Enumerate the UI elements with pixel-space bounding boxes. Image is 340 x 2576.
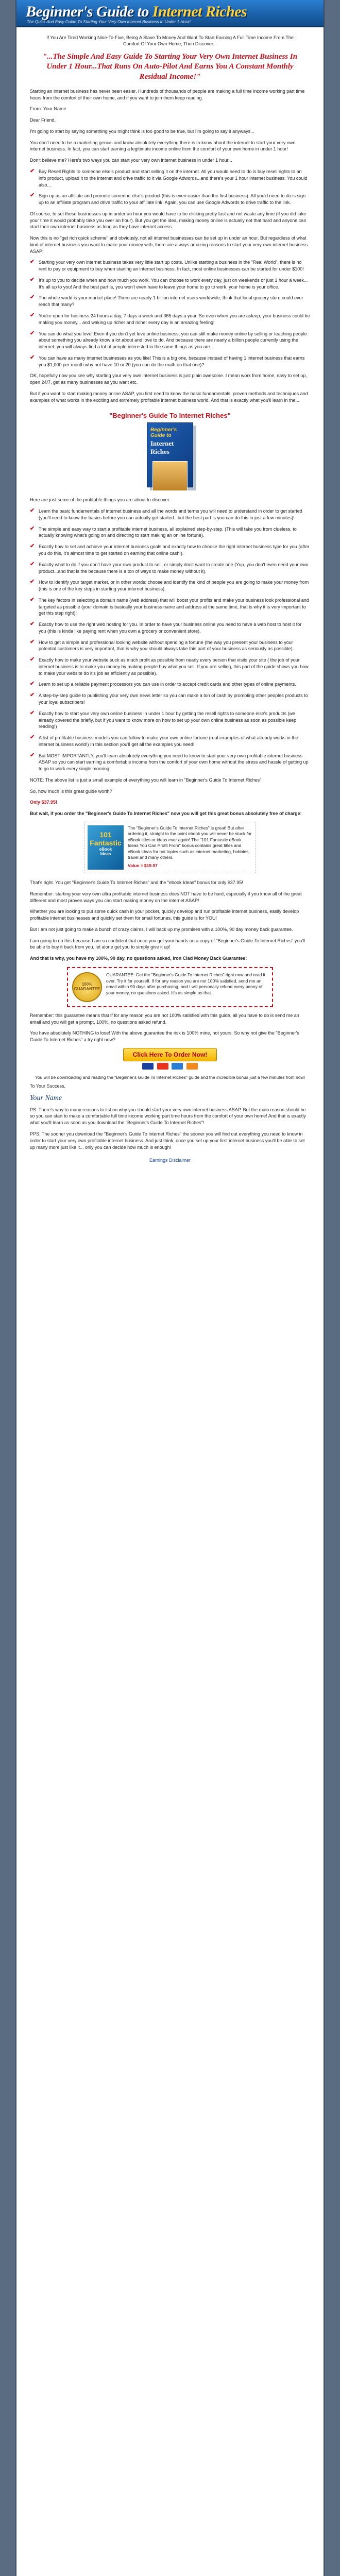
list-item: ✔ Exactly how to use the right web hosting for you. In order to have your business online you need to have a web host to host it for you (this is kinda like paying rent when you own a grocery or convenient store).	[30, 621, 302, 634]
list-item: ✔ Sign up as an affiliate and promote someone else's product (this is even easier than the first business). All you'd need to do is sign up to an affiliate program and drive traffic to your affiliate link. Again, you can use Google Adwords to drive traffic to the link.	[30, 192, 306, 206]
body-paragraph: But if you want to start making money online ASAP, you first need to know the basic fundamentals, proven methods and techniques and examples of what works in the exciting and extremely profitable internet business world. And that is exactly what you'll learn in the...	[30, 391, 308, 403]
body-paragraph: Of course, to set these businesses up in under an hour you would have to be clicking pretty fast and not waste any time (if you did take your time it would probably take you over an hour). But you get the idea, making money online is actually not that hard and anyone can start their own internet business as long as they have internet access.	[30, 211, 307, 230]
body-paragraph: I am going to do this because I am so confident that once you get your hands on a copy of "Beginner's Guide To Internet Riches" you'll be able to buy it back from you, let alone get you to simply give it up!	[30, 938, 305, 950]
headline: "...The Simple And Easy Guide To Starting Your Very Own Internet Business In Under 1 Hour...That Runs On Auto-Pilot And Earns You A Constant Monthly Residual Income!"	[42, 53, 298, 81]
amex-card-icon	[172, 1063, 183, 1070]
guarantee-box	[67, 967, 273, 1007]
check-icon: ✔	[30, 709, 35, 716]
check-icon: ✔	[30, 294, 35, 301]
body-paragraph: That's right. You get "Beginner's Guide To Internet Riches" and the "ebook Ideas" bonus for only $37.95!	[30, 879, 243, 885]
check-icon: ✔	[30, 752, 35, 758]
check-icon: ✔	[30, 312, 35, 318]
check-icon: ✔	[30, 192, 35, 199]
list-item: ✔ But MOST IMPORTANTLY, you'll learn absolutely everything you need to know to start your very own profitable internet business ASAP so you can start earning a comfortable income from the comfort of your own home without the stress and hassle of getting up to go to work every single morning!	[30, 752, 309, 772]
check-icon: ✔	[30, 543, 35, 550]
bonus-info	[128, 825, 252, 869]
bonus-intro: But wait, if you order the "Beginner's Guide To Internet Riches" now you will get this great bonus absolutely free of charge:	[30, 811, 302, 817]
check-icon: ✔	[30, 259, 35, 265]
check-icon: ✔	[30, 561, 35, 567]
mastercard-icon	[157, 1063, 168, 1070]
list-item: ✔ Exactly how to start your very own online business in under 1 hour by getting the resell rights to someone else's products (we already covered the briefly, but if you want to know more on how to set up your own online business as soon as possible keep reading!)	[30, 709, 297, 730]
order-now-button[interactable]: Click Here To Order Now!	[123, 1048, 217, 1061]
list-item: ✔ You can do what you love! Even if you don't yet love online business, you can still make money online by selling or teaching people about something you already know a lot about and love to do. And because there are nearly a billion people currently using the internet, you will always find a lot of people interested in the same things as you are.	[30, 330, 307, 350]
list-item: ✔ Exactly how to make your website suck as much profit as possible from nearly every person that visits your site ( the job of your internet business is to make you money by making people buy what you sell. If you are selling, this part of the guide shows you how to make your website do it's job as efficiently as possible).	[30, 656, 309, 676]
sales-page	[15, 0, 325, 2576]
body-paragraph: So, how much is this great guide worth?	[30, 788, 112, 794]
bullet-list-learn	[30, 508, 310, 772]
body-paragraph: But I am not just going to make a bunch of crazy claims, I will back up my promises with a 100%, 90 day money back guarantee.	[30, 926, 293, 932]
check-icon: ✔	[30, 330, 35, 336]
bonus-book-line1: 101 Fantastic	[90, 830, 122, 847]
pps-paragraph: PPS: The sooner you download the "Beginner's Guide To Internet Riches" the sooner you will find out everything you need to know in order to start your very own profitable internet business. And just think, once you set up your first internet business you'll be able to set up many more just like it... only you can decide how much is enough!	[30, 1131, 305, 1150]
list-item: ✔ Exactly how to set and achieve your internet business goals and exactly how to choose the right internet business type for you (after you do this, it's almost time to get started on earning that online cash!).	[30, 543, 310, 556]
discover-card-icon	[186, 1063, 198, 1070]
bonus-description: The "Beginner's Guide To Internet Riches" is great! But after ordering it, straight to the point ebook you will never be stuck for eBook titles or ideas ever again! The "101 Fantastic eBook Ideas You Can Profit From" bonus contains great titles and eBook ideas for hot topics such as internet marketing, hobbies, travel and many others.	[128, 825, 252, 860]
bullet-list-reasons	[30, 259, 310, 368]
list-item: ✔ The key factors in selecting a domain name (web address) that will boost your profits and make your business look professional and targeted as possible (your domain is basically your business name and address at the same time, that is why it is very important to get this step right)!	[30, 596, 309, 616]
check-icon: ✔	[30, 621, 35, 628]
salutation: Dear Friend,	[30, 117, 56, 123]
list-item: ✔ How to identify your target market, or in other words: choose and identify the kind of people you are going to make your money from (this is one of the key steps in starting your internet business).	[30, 579, 309, 592]
check-icon: ✔	[30, 579, 35, 585]
body-paragraph: Whether you are looking to put some quick cash in your pocket, quickly develop and run profitable internet business, easily develop profitable internet businesses and quickly set them for small fortunes, this guide is for YOU!	[30, 909, 299, 921]
bonus-book-line2: eBook	[99, 846, 112, 852]
signature: Your Name	[30, 1094, 62, 1102]
check-icon: ✔	[30, 692, 35, 699]
body-paragraph: Remember: this guarantee means that if for any reason you are not 100% satisfied with this guide, all you have to do is send me an email and you will get a prompt, 100%, no questions asked refund.	[30, 1012, 299, 1025]
list-item: ✔ The simple and easy way to start a profitable internet business, all explained step-by-step. (This will take you from clueless, to actually knowing what's going on and directing to start making an online fortune).	[30, 525, 297, 538]
check-icon: ✔	[30, 167, 35, 174]
check-icon: ✔	[30, 276, 35, 283]
body-paragraph: I'm going to start by saying something you might think is too good to be true, but I'm going to say it anyways...	[30, 128, 254, 134]
order-section	[30, 1048, 310, 1080]
order-after-text: You will be downloading and reading the "Beginner's Guide To Internet Riches" guide and the incredible bonus just a few minutes from now!	[35, 1074, 305, 1080]
list-item: ✔ How to get a simple and professional looking website without spending a fortune (the way you present your business to your potential customers is very important, that is why you should always take this part of your business as seriously as possible).	[30, 638, 294, 652]
bonus-box	[84, 822, 256, 873]
site-header	[16, 0, 324, 27]
check-icon: ✔	[30, 656, 35, 663]
list-item: ✔ The whole world is your market place! There are nearly 1 billion internet users worldwide, think that local grocery store could ever reach that many?	[30, 294, 303, 308]
list-item: ✔ It's up to you to decide when and how much you work. You can choose to work every day, just on weekends or just 1 hour a week... It's all up to you! And the best part is, you won't even have to leave your home to go to work, your home is your office.	[30, 276, 308, 290]
body-paragraph: You have absolutely NOTHING to lose! With the above guarantee the risk is 100% mine, not yours. So why not give the "Beginner's Guide To Internet Riches" a try right now?	[30, 1030, 299, 1043]
bonus-book-image	[88, 825, 124, 870]
product-image	[142, 422, 198, 489]
body-paragraph: Starting an internet business has never been easier. Hundreds of thousands of people are making a full time income working part time hours from the comfort of their own home, and if you want to join them keep reading.	[30, 88, 305, 100]
note-paragraph: NOTE: The above list is just a small example of everything you will learn in "Beginner's Guide To Internet Riches"	[30, 777, 262, 783]
payment-cards	[30, 1063, 310, 1071]
logo-line2: Internet Riches	[152, 3, 247, 20]
product-box-line1: Beginner's Guide to	[150, 427, 177, 439]
body-paragraph: And that is why, you have my 100%, 90 day, no questions asked, Iron Clad Money Back Guarantee:	[30, 956, 247, 961]
list-item: ✔ Learn the basic fundamentals of internet business and all the words and terms you will need to understand in order to get started (you'll need to know the basics before you can actually get started...but the best part is you can do this in just a few minutes)!	[30, 507, 302, 520]
guarantee-text: GUARANTEE: Get the "Beginner's Guide To Internet Riches" right now and read it over. Try it for yourself. If for any reason you are not 100% satisfied, send me an email within 90 days after purchasing, and I will personally refund every penny of your money, no questions asked. It's as simple as that.	[106, 972, 265, 996]
disclaimer-section	[30, 1158, 310, 1163]
check-icon: ✔	[30, 507, 35, 514]
intro-top: If You Are Tired Working Nine-To-Five, Being A Slave To Money And Want To Start Earning A Full Time Income From The Comfort Of Your Own Home, Then Discover...	[46, 35, 294, 47]
check-icon: ✔	[30, 638, 35, 645]
ps-paragraph: PS: There's way to many reasons to list on why you should start your very own internet business ASAP. But the main reason should be so you can start to make a comfortable full time income working part time hours from the comfort of your own home! And that is exactly what you'll learn as soon as you download the "Beginner's Guide To Internet Riches"!	[30, 1107, 306, 1126]
main-content	[16, 27, 324, 1163]
site-logo	[26, 3, 247, 21]
check-icon: ✔	[30, 734, 35, 741]
list-item: ✔ Buy Resell Rights to someone else's product and start selling it on the internet. All you would need to do is buy resell rights to an info product, upload it to the internet and drive traffic to it via Google Adwords...and there's your 1 hour internet business. You could also...	[30, 167, 308, 188]
list-item: ✔ A list of profitable business models you can follow to make your own online fortune (real examples of what already works in the internet business world!) In this section you'll get all the examples you need!	[30, 734, 298, 747]
guarantee-seal-icon: 100% GUARANTEE	[72, 972, 102, 1002]
closing: To Your Success,	[30, 1083, 66, 1089]
check-icon: ✔	[30, 525, 35, 532]
body-paragraph: Now this is no "get rich quick scheme" and obviously, not all internet businesses can be set up in under an hour. But regardless of what kind of internet business you want to make your money with, there are always amazing reasons to start your very own internet business ASAP:	[30, 235, 308, 254]
check-icon: ✔	[30, 681, 35, 687]
list-item: ✔ A step-by-step guide to publishing your very own news letter so you can make a ton of cash by promoting other peoples products to your loyal subscribers!	[30, 692, 308, 705]
earnings-disclaimer-link[interactable]: Earnings Disclaimer	[149, 1158, 191, 1163]
list-item: ✔ You can have as many internet businesses as you like! This is a big one, because instead of having 1 internet business that earns you $1,000 per month why not have 10 or 20 (you can do the math on that one)?	[30, 354, 305, 367]
product-box-cover	[147, 422, 193, 487]
list-item: ✔ You're open for business 24 hours a day, 7 days a week and 365 days a year. So even when you are asleep, your business could be making you money... and waking up richer and richer every day is an amazing feeling!	[30, 312, 310, 325]
logo-line1: Beginner's Guide to	[26, 3, 149, 20]
bonus-value: Value = $19.97	[128, 862, 158, 868]
visa-card-icon	[142, 1063, 154, 1070]
product-box-line2: Internet Riches	[150, 439, 174, 456]
body-paragraph: Here are just some of the profitable things you are about to discover:	[30, 497, 171, 503]
body-paragraph: You don't need to be a marketing genius and know absolutely everything there is to know about the internet to start your very own internet business. In fact, you can start earning a legitimate income online from the comfort of your own home in under 1 hour!	[30, 140, 296, 152]
bonus-book-line3: Ideas	[100, 851, 111, 856]
price-text: Only $37.95!	[30, 800, 58, 805]
product-title: "Beginner's Guide To Internet Riches"	[109, 412, 231, 420]
body-paragraph: Don't believe me? Here's two ways you can start your very own internet business in under 1 hour...	[30, 158, 232, 163]
check-icon: ✔	[30, 596, 35, 603]
bullet-list-ways	[30, 168, 310, 206]
body-paragraph: Remember: starting your very own ultra profitable internet business does NOT have to be hard, especially if you know all of the great different and most proven ways you can start making money on the internet ASAP!	[30, 891, 302, 903]
list-item: ✔ Starting your very own internet business takes very little start up costs. Unlike starting a business in the "Real World", there is no rent to pay or equipment to buy when starting an internet business. In fact, most online businesses can be started for under $100!	[30, 259, 304, 272]
body-paragraph: OK, hopefully now you see why starting your very own internet business is just plain awesome. I mean work from home, easy to set up, open 24/7, get as many businesses as you want etc.	[30, 373, 307, 385]
check-icon: ✔	[30, 354, 35, 361]
list-item: ✔ Learn to set up a reliable payment processors you can use in order to accept credit cards and other types of online payments.	[30, 681, 296, 687]
product-cover-picture	[152, 461, 188, 491]
list-item: ✔ Exactly what to do if you don't have your own product to sell, or simply don't want to create one (Yup, you don't even need your own product...and that is the because there is a ton of ways to make money without it).	[30, 561, 309, 574]
site-tagline: The Quick And Easy Guide To Starting Your Very Own Internet Business In Under 1 Hour!	[27, 20, 191, 24]
from-line: From: Your Name	[30, 106, 66, 112]
